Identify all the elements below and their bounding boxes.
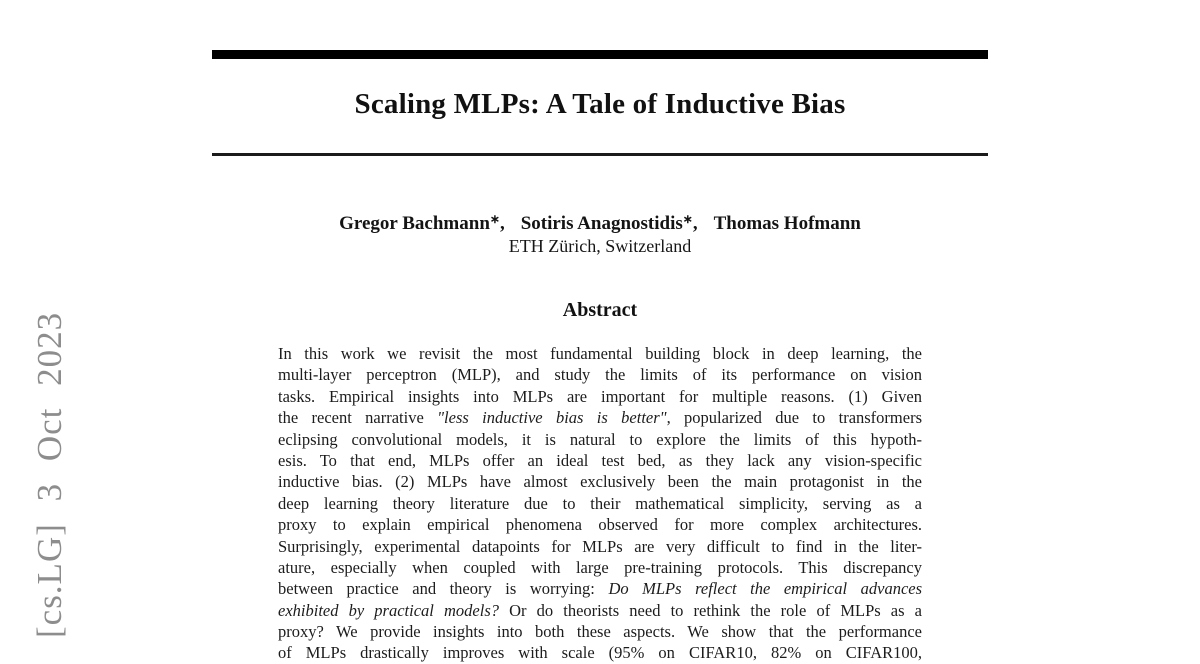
abstract-line bbox=[278, 557, 922, 578]
abstract-segment: of MLPs drastically improves with scale (95% on CIFAR10, 82% on CIFAR100, bbox=[278, 643, 922, 663]
abstract-segment: deep learning theory literature due to their mathematical simplicity, serving as a bbox=[278, 493, 922, 513]
abstract-line bbox=[278, 493, 922, 514]
abstract-segment: inductive bias. (2) MLPs have almost exclusively been the main protagonist in the bbox=[278, 472, 922, 492]
abstract-line bbox=[278, 514, 922, 535]
author-separator: , bbox=[499, 213, 505, 234]
author bbox=[339, 213, 505, 234]
affiliation: ETH Zürich, Switzerland bbox=[508, 236, 692, 256]
title-rule-bottom bbox=[212, 153, 988, 156]
abstract-line bbox=[278, 600, 922, 621]
arxiv-category-watermark: [cs.LG] 3 Oct 2023 bbox=[30, 311, 69, 638]
abstract-segment: tasks. Empirical insights into MLPs are important for multiple reasons. (1) Given bbox=[278, 386, 922, 406]
abstract-line bbox=[278, 343, 922, 364]
abstract-line bbox=[278, 471, 922, 492]
abstract-segment: multi-layer perceptron (MLP), and study the limits of its performance on vision bbox=[278, 365, 922, 385]
paper-title: Scaling MLPs: A Tale of Inductive Bias bbox=[354, 88, 846, 120]
abstract-segment: Or do theorists need to rethink the role of MLPs as a bbox=[498, 600, 922, 620]
author-name: Thomas Hofmann bbox=[713, 213, 861, 234]
abstract-line bbox=[278, 386, 922, 407]
abstract-segment-italic: Do MLPs reflect the empirical advances bbox=[608, 579, 923, 599]
abstract-segment: Surprisingly, experimental datapoints for MLPs are very difficult to find in the liter- bbox=[278, 536, 922, 556]
abstract-segment-italic: exhibited by practical models? bbox=[278, 600, 499, 620]
author bbox=[521, 213, 698, 234]
abstract-line bbox=[278, 578, 922, 599]
abstract-segment: esis. To that end, MLPs offer an ideal test bed, as they lack any vision-specific bbox=[278, 450, 922, 470]
author-name: Gregor Bachmann bbox=[339, 213, 490, 234]
abstract-segment: the recent narrative bbox=[278, 408, 438, 428]
author-separator: , bbox=[692, 213, 698, 234]
abstract-heading: Abstract bbox=[562, 299, 638, 321]
abstract-line bbox=[278, 364, 922, 385]
abstract-line bbox=[278, 429, 922, 450]
abstract-line bbox=[278, 407, 922, 428]
author-name: Sotiris Anagnostidis bbox=[520, 213, 683, 234]
abstract-segment: proxy? We provide insights into both these aspects. We show that the performance bbox=[278, 622, 922, 642]
abstract-line bbox=[278, 642, 922, 663]
authors-line bbox=[100, 206, 1100, 237]
author bbox=[714, 213, 861, 234]
abstract-segment: eclipsing convolutional models, it is natural to explore the limits of this hypoth- bbox=[278, 429, 922, 449]
author-footnote-mark: ∗ bbox=[682, 212, 693, 226]
abstract-text bbox=[278, 343, 922, 664]
abstract-segment: ature, especially when coupled with large pre-training protocols. This discrepancy bbox=[278, 557, 922, 577]
abstract-segment-italic: "less inductive bias is better" bbox=[437, 408, 667, 428]
abstract-segment: In this work we revisit the most fundamental building block in deep learning, the bbox=[278, 344, 922, 363]
abstract-line bbox=[278, 450, 922, 471]
abstract-line bbox=[278, 621, 922, 642]
author-footnote-mark: ∗ bbox=[489, 212, 500, 226]
title-rule-top bbox=[212, 50, 988, 59]
abstract-segment: between practice and theory is worrying: bbox=[278, 579, 609, 599]
abstract-line bbox=[278, 536, 922, 557]
abstract-segment: , popularized due to transformers bbox=[666, 408, 923, 428]
abstract-segment: proxy to explain empirical phenomena observed for more complex architectures. bbox=[278, 515, 922, 535]
